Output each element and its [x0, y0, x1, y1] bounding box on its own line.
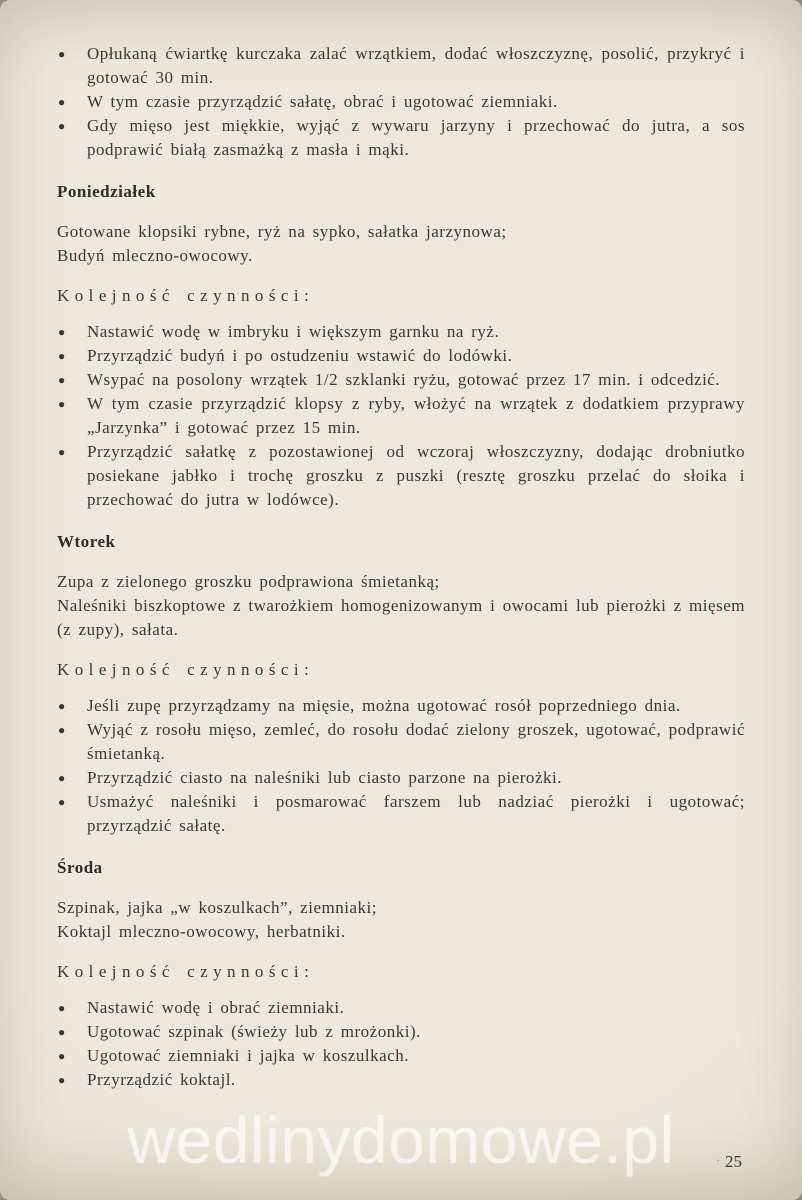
menu-line: Gotowane klopsiki rybne, ryż na sypko, sałatka jarzynowa;	[57, 222, 507, 241]
recipe-step-item	[57, 1044, 745, 1068]
bullet-icon: ●	[58, 771, 66, 785]
day-heading: Wtorek	[57, 532, 116, 551]
recipe-step-item	[57, 114, 745, 162]
recipe-step-text: Przyrządzić sałatkę z pozostawionej od wczoraj włoszczyzny, dodając drobniutko posiekane jabłko i trochę groszku z puszki (resztę groszku przelać do słoika i przechować do jutra w lodówce).	[87, 442, 745, 509]
day-section-2	[57, 856, 745, 1092]
recipe-step-text: Przyrządzić budyń i po ostudzeniu wstawić do lodówki.	[87, 346, 513, 365]
recipe-step-item	[57, 90, 745, 114]
recipe-step-text: Opłukaną ćwiartkę kurczaka zalać wrzątkiem, dodać włoszczyznę, posolić, przykryć i gotować 30 min.	[87, 44, 745, 87]
recipe-step-item	[57, 718, 745, 766]
recipe-step-item	[57, 694, 745, 718]
recipe-step-item	[57, 1020, 745, 1044]
bullet-icon: ●	[58, 373, 66, 387]
bullet-icon: ●	[58, 1073, 66, 1087]
bullet-icon: ●	[58, 95, 66, 109]
bullet-icon: ●	[58, 795, 66, 809]
steps-order-label: Kolejność czynności:	[57, 286, 315, 305]
page-content	[57, 42, 745, 1092]
recipe-step-item	[57, 42, 745, 90]
day-step-list	[57, 996, 745, 1092]
menu-line: Szpinak, jajka „w koszulkach”, ziemniaki;	[57, 898, 378, 917]
bullet-icon: ●	[58, 1001, 66, 1015]
recipe-step-text: Przyrządzić koktajl.	[87, 1070, 236, 1089]
recipe-step-text: Ugotować ziemniaki i jajka w koszulkach.	[87, 1046, 410, 1065]
recipe-step-text: Przyrządzić ciasto na naleśniki lub ciasto parzone na pierożki.	[87, 768, 562, 787]
page-number-mark: ·	[716, 1155, 720, 1167]
recipe-step-text: Wyjąć z rosołu mięso, zemleć, do rosołu dodać zielony groszek, ugotować, podprawić śmietanką.	[87, 720, 745, 763]
day-heading: Środa	[57, 858, 103, 877]
recipe-step-item	[57, 996, 745, 1020]
bullet-icon: ●	[58, 119, 66, 133]
day-heading: Poniedziałek	[57, 182, 156, 201]
recipe-step-text: W tym czasie przyrządzić klopsy z ryby, włożyć na wrzątek z dodatkiem przyprawy „Jarzynka” i gotować przez 15 min.	[87, 394, 745, 437]
recipe-step-text: Nastawić wodę i obrać ziemniaki.	[87, 998, 345, 1017]
day-section-0	[57, 180, 745, 512]
bullet-icon: ●	[58, 723, 66, 737]
recipe-step-item	[57, 766, 745, 790]
bullet-icon: ●	[58, 1025, 66, 1039]
recipe-step-text: Usmażyć naleśniki i posmarować farszem lub nadziać pierożki i ugotować; przyrządzić sałatę.	[87, 792, 745, 835]
bullet-icon: ●	[58, 445, 66, 459]
bullet-icon: ●	[58, 349, 66, 363]
recipe-step-text: W tym czasie przyrządzić sałatę, obrać i ugotować ziemniaki.	[87, 92, 558, 111]
day-menu	[57, 570, 745, 642]
day-menu	[57, 896, 745, 944]
recipe-step-item	[57, 790, 745, 838]
day-menu	[57, 220, 745, 268]
bullet-icon: ●	[58, 397, 66, 411]
recipe-step-text: Gdy mięso jest miękkie, wyjąć z wywaru jarzyny i przechować do jutra, a sos podprawić białą zasmażką z masła i mąki.	[87, 116, 745, 159]
recipe-step-item	[57, 1068, 745, 1092]
recipe-step-text: Wsypać na posolony wrzątek 1/2 szklanki ryżu, gotować przez 17 min. i odcedzić.	[87, 370, 721, 389]
watermark-text: wedlinydomowe.pl	[127, 1103, 675, 1177]
steps-order-label: Kolejność czynności:	[57, 962, 315, 981]
intro-step-list	[57, 42, 745, 162]
menu-line: Budyń mleczno-owocowy.	[57, 246, 253, 265]
recipe-step-item	[57, 320, 745, 344]
recipe-step-text: Nastawić wodę w imbryku i większym garnku na ryż.	[87, 322, 500, 341]
recipe-step-item	[57, 344, 745, 368]
day-step-list	[57, 694, 745, 838]
bullet-icon: ●	[58, 699, 66, 713]
recipe-step-text: Ugotować szpinak (świeży lub z mrożonki).	[87, 1022, 421, 1041]
bullet-icon: ●	[58, 325, 66, 339]
steps-order-label: Kolejność czynności:	[57, 660, 315, 679]
recipe-step-item	[57, 440, 745, 512]
day-step-list	[57, 320, 745, 512]
bullet-icon: ●	[58, 1049, 66, 1063]
recipe-step-text: Jeśli zupę przyrządzamy na mięsie, można ugotować rosół poprzedniego dnia.	[87, 696, 681, 715]
menu-line: Zupa z zielonego groszku podprawiona śmietanką;	[57, 572, 440, 591]
recipe-step-item	[57, 368, 745, 392]
menu-line: Koktajl mleczno-owocowy, herbatniki.	[57, 922, 346, 941]
day-section-1	[57, 530, 745, 838]
recipe-step-item	[57, 392, 745, 440]
bullet-icon: ●	[58, 47, 66, 61]
menu-line: Naleśniki biszkoptowe z twarożkiem homogenizowanym i owocami lub pierożki z mięsem (z zupy), sałata.	[57, 596, 745, 639]
page-number-value: 25	[725, 1152, 742, 1171]
page-number	[716, 1152, 742, 1172]
